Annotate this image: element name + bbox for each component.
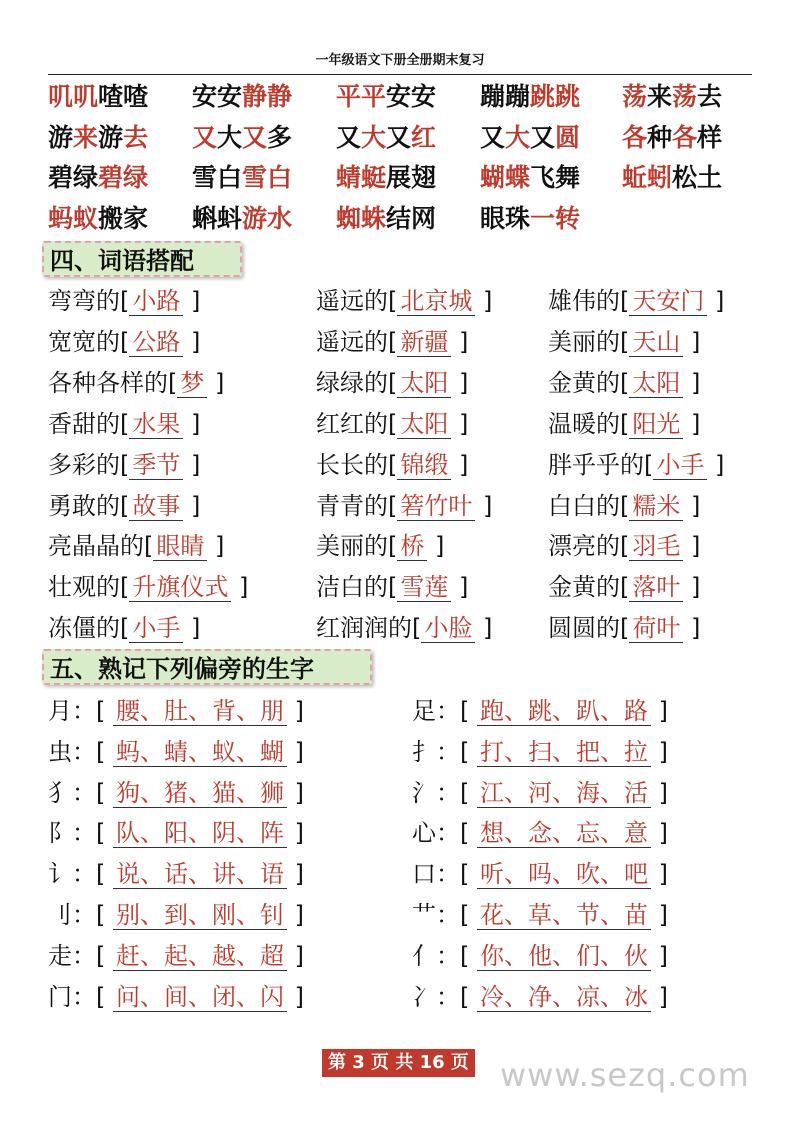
match-prompt: 红红的[: [316, 409, 398, 438]
match-item: [316, 613, 492, 643]
phrase-item: [622, 123, 722, 153]
radical-key: 冫: [412, 982, 436, 1011]
radical-key: 心: [412, 819, 436, 848]
match-answer: 公路: [129, 328, 183, 357]
phrase-answer: 各: [622, 122, 648, 152]
radical-key: 月: [48, 697, 72, 725]
radical-item: [48, 696, 304, 726]
radical-key: 氵: [412, 778, 436, 807]
match-item: [316, 531, 444, 561]
bracket-close: ]: [287, 737, 304, 766]
match-answer: 阳光: [629, 410, 683, 439]
match-answer: 季节: [129, 451, 183, 480]
bracket-close: ]: [651, 941, 668, 970]
phrase-item: [48, 163, 148, 193]
bracket-close: ]: [207, 368, 225, 397]
phrase-answer: 跳跳: [530, 82, 581, 111]
bracket-close: ]: [287, 901, 304, 929]
bracket-close: ]: [683, 614, 701, 643]
match-prompt: 各种各样的[: [48, 368, 178, 397]
radical-separator: ：[: [436, 697, 477, 725]
match-prompt: 长长的[: [316, 450, 398, 479]
radical-item: [48, 941, 304, 971]
match-prompt: 漂亮的[: [548, 532, 630, 561]
radical-answer: 听、吗、吹、吧: [477, 860, 651, 889]
match-answer: 天山: [629, 328, 683, 357]
match-prompt: 多彩的[: [48, 450, 130, 479]
match-answer: 新疆: [397, 328, 451, 357]
match-answer: 天安门: [629, 287, 707, 316]
bracket-close: ]: [183, 287, 201, 315]
match-item: [316, 491, 492, 521]
radical-separator: ：[: [72, 819, 113, 848]
radical-separator: ：[: [436, 860, 477, 889]
radical-answer: 蚂、蜻、蚁、蝴: [113, 738, 287, 767]
radical-answer: 说、话、讲、语: [113, 860, 287, 889]
match-prompt: 青青的[: [316, 491, 398, 520]
phrase-answer: 蝴蝶: [480, 163, 531, 192]
bracket-close: ]: [683, 491, 701, 520]
match-answer: 小路: [129, 287, 183, 316]
match-item: [548, 327, 700, 357]
radical-key: 走: [48, 941, 72, 970]
phrase-answer: 荡: [622, 82, 648, 111]
match-prompt: 宽宽的[: [48, 327, 130, 356]
phrase-text: 去: [697, 82, 723, 111]
bracket-close: ]: [207, 532, 225, 561]
phrase-answer: 碧绿: [98, 163, 149, 192]
match-item: [548, 409, 700, 439]
phrase-text: 搬家: [98, 203, 149, 233]
bracket-close: ]: [707, 287, 725, 315]
match-answer: 小脸: [421, 614, 475, 643]
match-answer: 糯米: [629, 492, 683, 521]
match-answer: 落叶: [629, 573, 683, 602]
match-item: [48, 572, 248, 602]
match-prompt: 胖乎乎的[: [548, 450, 654, 479]
match-prompt: 遥远的[: [316, 287, 398, 315]
radical-separator: ：[: [72, 901, 113, 929]
match-item: [316, 286, 492, 316]
bracket-close: ]: [183, 450, 201, 479]
bracket-close: ]: [683, 532, 701, 561]
match-prompt: 雄伟的[: [548, 287, 630, 315]
bracket-close: ]: [183, 614, 201, 643]
radical-answer: 赶、起、越、超: [113, 942, 287, 971]
phrase-item: [622, 163, 722, 193]
section-4-title: 四、词语搭配: [42, 241, 242, 277]
radical-separator: ：[: [436, 819, 477, 848]
match-answer: 梦: [177, 369, 207, 398]
match-answer: 雪莲: [397, 573, 451, 602]
match-answer: 羽毛: [629, 532, 683, 561]
radical-answer: 打、扫、把、拉: [477, 738, 651, 767]
match-answer: 太阳: [397, 410, 451, 439]
match-prompt: 金黄的[: [548, 573, 630, 602]
phrase-text: 蝌蚪: [192, 203, 243, 233]
section-5-title: 五、熟记下列偏旁的生字: [42, 649, 372, 685]
radical-answer: 狗、猪、猫、狮: [113, 779, 287, 808]
match-item: [548, 531, 700, 561]
bracket-close: ]: [651, 982, 668, 1011]
match-item: [548, 286, 724, 316]
match-prompt: 弯弯的[: [48, 287, 130, 315]
phrase-text: 游: [98, 122, 124, 152]
bracket-close: ]: [451, 327, 469, 356]
bracket-close: ]: [451, 573, 469, 602]
match-answer: 小手: [129, 614, 183, 643]
bracket-close: ]: [651, 697, 668, 725]
match-item: [316, 368, 468, 398]
phrase-answer: 蜘蛛: [336, 203, 387, 233]
radical-answer: 跑、跳、趴、路: [477, 697, 651, 726]
bracket-close: ]: [287, 697, 304, 725]
phrase-text: 又: [336, 122, 362, 152]
phrase-text: 雪白: [192, 163, 243, 192]
radical-key: 犭: [48, 778, 72, 807]
bracket-close: ]: [651, 901, 668, 929]
match-prompt: 遥远的[: [316, 327, 398, 356]
page-number: 第 3 页 共 16 页: [322, 1049, 475, 1077]
match-item: [548, 613, 700, 643]
radical-key: 口: [412, 860, 436, 889]
radical-answer: 别、到、刚、钊: [113, 901, 287, 930]
bracket-close: ]: [683, 409, 701, 438]
radical-item: [412, 696, 668, 726]
radical-item: [412, 900, 668, 930]
match-prompt: 壮观的[: [48, 573, 130, 602]
match-answer: 小手: [653, 451, 707, 480]
phrase-answer: 叽叽: [48, 82, 99, 111]
radical-item: [412, 818, 668, 848]
radical-item: [48, 778, 304, 808]
phrase-item: [48, 82, 148, 112]
bracket-close: ]: [683, 327, 701, 356]
phrase-answer: 各: [672, 122, 698, 152]
phrase-item: [480, 204, 580, 234]
match-item: [48, 531, 224, 561]
phrase-item: [192, 204, 292, 234]
phrase-item: [480, 163, 580, 193]
phrase-answer: 来: [73, 122, 99, 152]
radical-separator: ：[: [72, 737, 113, 766]
radical-item: [48, 982, 304, 1012]
match-item: [48, 409, 200, 439]
match-prompt: 温暖的[: [548, 409, 630, 438]
phrase-answer: 大: [505, 122, 531, 152]
radical-item: [412, 941, 668, 971]
radical-answer: 问、间、闭、闪: [113, 983, 287, 1012]
match-prompt: 勇敢的[: [48, 491, 130, 520]
radical-item: [412, 859, 668, 889]
bracket-close: ]: [451, 450, 469, 479]
bracket-close: ]: [231, 573, 249, 602]
match-answer: 锦缎: [397, 451, 451, 480]
bracket-close: ]: [475, 287, 493, 315]
page-header: 一年级语文下册全册期末复习: [48, 52, 752, 75]
match-answer: 升旗仪式: [129, 573, 231, 602]
phrase-text: 多: [267, 122, 293, 152]
match-item: [548, 491, 700, 521]
radical-key: 艹: [412, 901, 436, 929]
match-item: [548, 368, 700, 398]
radical-key: 扌: [412, 737, 436, 766]
radical-item: [412, 982, 668, 1012]
match-answer: 眼睛: [153, 532, 207, 561]
radical-key: 门: [48, 982, 72, 1011]
radical-item: [412, 778, 668, 808]
match-answer: 荷叶: [629, 614, 683, 643]
match-item: [48, 286, 200, 316]
phrase-text: 喳喳: [98, 82, 149, 111]
bracket-close: ]: [287, 819, 304, 848]
phrase-item: [622, 82, 722, 112]
radical-item: [412, 737, 668, 767]
bracket-close: ]: [651, 819, 668, 848]
phrase-text: 样: [697, 122, 723, 152]
match-item: [316, 327, 468, 357]
phrase-item: [480, 123, 580, 153]
radical-answer: 江、河、海、活: [477, 779, 651, 808]
phrase-text: 松土: [672, 163, 723, 192]
phrase-answer: 一转: [530, 203, 581, 233]
phrase-answer: 大: [361, 122, 387, 152]
phrase-answer: 又: [192, 122, 218, 152]
bracket-close: ]: [287, 778, 304, 807]
radical-key: 虫: [48, 737, 72, 766]
bracket-close: ]: [651, 778, 668, 807]
match-item: [48, 613, 200, 643]
match-item: [316, 409, 468, 439]
bracket-close: ]: [183, 409, 201, 438]
phrase-item: [192, 163, 292, 193]
phrase-answer: 去: [123, 122, 149, 152]
radical-separator: ：[: [436, 941, 477, 970]
match-item: [316, 450, 468, 480]
radical-separator: ：[: [72, 982, 113, 1011]
watermark: www.sezq.com: [500, 1056, 750, 1094]
bracket-close: ]: [651, 860, 668, 889]
match-answer: 太阳: [629, 369, 683, 398]
phrase-answer: 雪白: [242, 163, 293, 192]
match-answer: 水果: [129, 410, 183, 439]
bracket-close: ]: [451, 409, 469, 438]
match-answer: 北京城: [397, 287, 475, 316]
radical-key: 讠: [48, 860, 72, 889]
phrase-answer: 荡: [672, 82, 698, 111]
phrase-text: 飞舞: [530, 163, 581, 192]
radical-answer: 想、念、忘、意: [477, 819, 651, 848]
bracket-close: ]: [475, 491, 493, 520]
radical-item: [48, 859, 304, 889]
radical-key: 阝: [48, 819, 72, 848]
phrase-item: [480, 82, 580, 112]
radical-separator: ：[: [436, 901, 477, 929]
radical-answer: 你、他、们、伙: [477, 942, 651, 971]
phrase-text: 又: [530, 122, 556, 152]
phrase-text: 展翅: [386, 163, 437, 192]
match-prompt: 亮晶晶的[: [48, 532, 154, 561]
match-answer: 桥: [397, 532, 427, 561]
phrase-item: [336, 204, 436, 234]
radical-separator: ：[: [72, 941, 113, 970]
phrase-item: [336, 163, 436, 193]
match-prompt: 冻僵的[: [48, 614, 130, 643]
phrase-answer: 静静: [242, 82, 293, 111]
phrase-text: 来: [647, 82, 673, 111]
phrase-text: 又: [480, 122, 506, 152]
phrase-text: 又: [386, 122, 412, 152]
match-prompt: 红润润的[: [316, 614, 422, 643]
match-prompt: 香甜的[: [48, 409, 130, 438]
radical-key: 刂: [48, 901, 72, 929]
phrase-text: 种: [647, 122, 673, 152]
phrase-answer: 又: [242, 122, 268, 152]
bracket-close: ]: [651, 737, 668, 766]
match-item: [548, 450, 724, 480]
phrase-text: 碧绿: [48, 163, 99, 192]
match-prompt: 绿绿的[: [316, 368, 398, 397]
bracket-close: ]: [683, 573, 701, 602]
match-item: [48, 450, 200, 480]
radical-key: 亻: [412, 941, 436, 970]
phrase-text: 结网: [386, 203, 437, 233]
radical-answer: 腰、肚、背、朋: [113, 697, 287, 726]
phrase-answer: 红: [411, 122, 437, 152]
radical-key: 足: [412, 697, 436, 725]
match-item: [48, 368, 224, 398]
phrase-answer: 蜻蜓: [336, 163, 387, 192]
phrase-item: [336, 123, 436, 153]
phrase-text: 安安: [386, 82, 437, 111]
bracket-close: ]: [287, 941, 304, 970]
phrase-answer: 圆: [555, 122, 581, 152]
bracket-close: ]: [287, 860, 304, 889]
bracket-close: ]: [183, 327, 201, 356]
bracket-close: ]: [183, 491, 201, 520]
bracket-close: ]: [287, 982, 304, 1011]
match-prompt: 美丽的[: [548, 327, 630, 356]
radical-separator: ：[: [436, 737, 477, 766]
match-item: [316, 572, 468, 602]
match-prompt: 圆圆的[: [548, 614, 630, 643]
match-prompt: 白白的[: [548, 491, 630, 520]
bracket-close: ]: [427, 532, 445, 561]
phrase-item: [336, 82, 436, 112]
match-item: [548, 572, 700, 602]
radical-answer: 花、草、节、苗: [477, 901, 651, 930]
phrase-answer: 平平: [336, 82, 387, 111]
bracket-close: ]: [451, 368, 469, 397]
radical-item: [48, 900, 304, 930]
phrase-item: [192, 82, 292, 112]
phrase-answer: 蚯蚓: [622, 163, 673, 192]
radical-separator: ：[: [72, 860, 113, 889]
phrase-item: [48, 123, 148, 153]
radical-separator: ：[: [436, 778, 477, 807]
phrase-answer: 蚂蚁: [48, 203, 99, 233]
phrase-text: 安安: [192, 82, 243, 111]
radical-item: [48, 737, 304, 767]
match-prompt: 洁白的[: [316, 573, 398, 602]
phrase-text: 蹦蹦: [480, 82, 531, 111]
match-prompt: 金黄的[: [548, 368, 630, 397]
match-answer: 箬竹叶: [397, 492, 475, 521]
phrase-text: 大: [217, 122, 243, 152]
radical-separator: ：[: [72, 697, 113, 725]
bracket-close: ]: [475, 614, 493, 643]
phrase-text: 游: [48, 122, 74, 152]
phrase-item: [192, 123, 292, 153]
match-item: [48, 491, 200, 521]
phrase-text: 眼珠: [480, 203, 531, 233]
radical-answer: 冷、净、凉、冰: [477, 983, 651, 1012]
match-prompt: 美丽的[: [316, 532, 398, 561]
radical-answer: 队、阳、阴、阵: [113, 819, 287, 848]
phrase-item: [48, 204, 148, 234]
radical-item: [48, 818, 304, 848]
match-answer: 太阳: [397, 369, 451, 398]
radical-separator: ：[: [436, 982, 477, 1011]
radical-separator: ：[: [72, 778, 113, 807]
bracket-close: ]: [683, 368, 701, 397]
match-answer: 故事: [129, 492, 183, 521]
match-item: [48, 327, 200, 357]
phrase-answer: 游水: [242, 203, 293, 233]
bracket-close: ]: [707, 450, 725, 479]
